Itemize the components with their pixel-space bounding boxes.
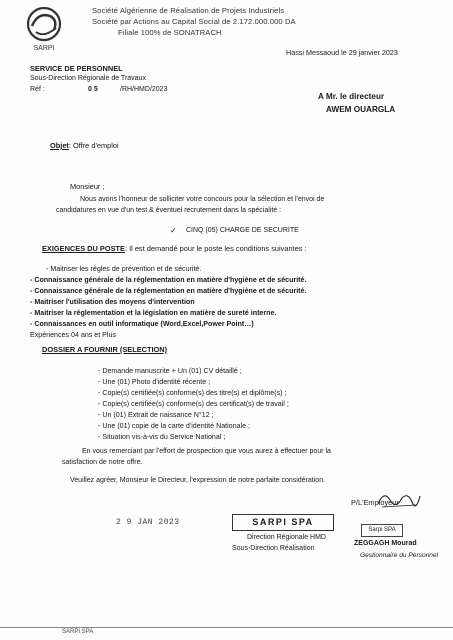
salutation: Monsieur ; [70,182,105,191]
signatory-title: Gestionnaire du Personnel [360,552,439,559]
recipient-line-1: A Mr. le directeur [318,92,385,101]
signature-role: P/L'Employeur [351,498,399,507]
handwritten-signature [376,488,422,510]
company-line-1: Société Algérienne de Réalisation de Projets Industriels [92,6,285,15]
signatory-name: ZEGGAGH Mourad [354,540,417,547]
dossier-item: - Un (01) Extrait de naissance N°12 ; [98,411,214,419]
company-line-3: Filiale 100% de SONATRACH [118,28,222,37]
requirement-item: - Connaissances en outil informatique (Word,Excel,Power Point…) [30,320,254,328]
requirement-item: - Connaissance générale de la réglementation en matière d'hygiène et de sécurité. [30,287,307,295]
company-line-2: Société par Actions au Capital Social de 2.172.000.000 DA [92,17,296,26]
requirements-intro: : Il est demandé pour le poste les conditions suivantes : [124,244,307,253]
dossier-item: - Situation vis-à-vis du Service National ; [98,433,226,441]
dossier-item: - Copie(s) certifiée(s) conforme(s) des titre(s) et diplôme(s) ; [98,389,287,397]
check-mark: ✓ [170,226,177,235]
position-title: CINQ (05) CHARGE DE SECURITE [186,227,299,234]
stamp-line-2: Sous-Direction Réalisation [232,545,315,552]
footer-text: SARPI SPA [62,629,94,635]
reference-code: /RH/HMD/2023 [120,86,168,93]
subject-line [50,141,119,150]
footer-divider [0,627,453,628]
requirement-item: - Maitriser la réglementation et la législation en matière de sureté interne. [30,309,277,317]
requirement-item: - Maitriser les règles de prévention et de sécurité. [46,265,202,273]
dossier-item: - Une (01) Photo d'identité récente ; [98,378,211,386]
reference-number: 0 5 [88,86,98,93]
requirement-item: - Maitriser l'utilisation des moyens d'intervention [30,298,195,306]
subject-text: : Offre d'emploi [68,141,119,150]
date-stamp: 2 9 JAN 2023 [116,518,180,527]
company-stamp-title: SARPI SPA [232,514,334,531]
requirement-item: Expériences 04 ans et Plus [30,331,116,339]
stamp-line-1: Direction Régionale HMD [247,534,326,541]
dossier-item: - Demande manuscrite + Un (01) CV détaillé ; [98,367,242,375]
requirement-item: - Connaissance générale de la réglementation en matière d'hygiène et de sécurité. [30,276,307,284]
intro-line-2: candidatures en vue d'un test & éventuel recrutement dans la spécialité : [56,207,282,214]
subject-label: Objet [50,141,69,150]
recipient-line-2: AWEM OUARGLA [326,105,396,114]
logo-text: SARPI [33,45,55,52]
dossier-item: - Une (01) copie de la carte d'identité Nationale ; [98,422,250,430]
thanks-line-2: satisfaction de notre offre. [62,459,143,466]
reference-label: Réf : [30,86,45,93]
closing-formula: Veuillez agréer, Monsieur le Directeur, l'expression de notre parfaite considération. [70,477,326,484]
dossier-title: DOSSIER A FOURNIR (SELECTION) [42,345,168,354]
sub-direction: Sous-Direction Régionale de Travaux [30,75,146,82]
thanks-line-1: En vous remerciant par l'effort de prospection que vous aurez à effectuer pour la [82,448,331,455]
place-date: Hassi Messaoud le 29 janvier 2023 [286,48,398,57]
intro-line-1: Nous avons l'honneur de solliciter votre concours pour la sélection et l'envoi de [80,196,325,203]
requirements-title: EXIGENCES DU POSTE [42,244,125,253]
requirements-heading [42,244,307,253]
dossier-item: - Copie(s) certifiée(s) conforme(s) des certificat(s) de travail ; [98,400,289,408]
sarpi-logo [20,4,72,52]
service-name: SERVICE DE PERSONNEL [30,64,123,73]
small-stamp: Sarpi SPA [361,524,403,537]
